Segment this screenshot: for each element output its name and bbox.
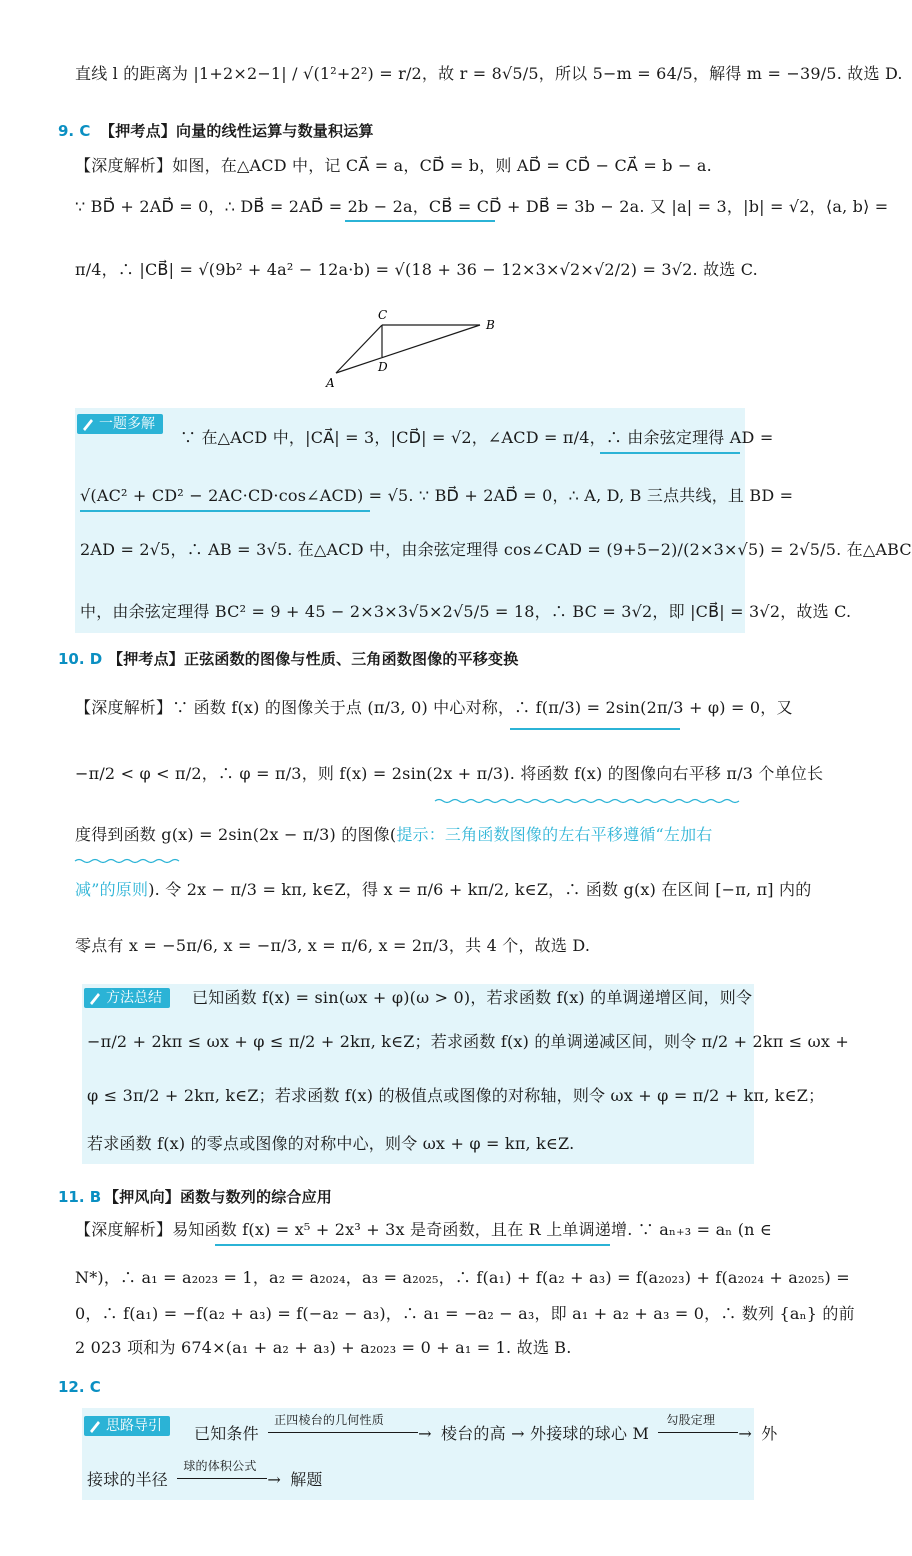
triangle-figure <box>318 305 508 390</box>
highlight-underline <box>345 220 495 222</box>
guide-middle: 棱台的高 → 外接球的球心 M <box>441 1424 650 1443</box>
guide-tag-label: 思路导引 <box>106 1418 162 1434</box>
guide-end-1: 外 <box>761 1424 778 1443</box>
label-c: C <box>378 308 388 322</box>
answer-line-8: 直线 l 的距离为 |1+2×2−1| / √(1²+2²) = r/2，故 r = 8√5/5，所以 5−m = 64/5，解得 m = −39/5. 故选 D. <box>75 64 903 83</box>
q10-analysis-line-3 <box>75 823 713 847</box>
method-line-3: φ ≤ 3π/2 + 2kπ, k∈Z；若求函数 f(x) 的极值点或图像的对称轴，则令 ωx + φ = π/2 + kπ, k∈Z； <box>87 1086 825 1105</box>
q11-analysis-line-4: 2 023 项和为 674×(a₁ + a₂ + a₃) + a₂₀₂₃ = 0 + a₁ = 1. 故选 B. <box>75 1338 572 1357</box>
guide-arrow-1-label: 正四棱台的几何性质 <box>274 1413 384 1427</box>
highlight-underline <box>215 1244 610 1246</box>
q10-line4-text: ). 令 2x − π/3 = kπ, k∈Z，得 x = π/6 + kπ/2, k∈Z，∴ 函数 g(x) 在区间 [−π, π] 内的 <box>148 880 812 899</box>
label-a: A <box>326 376 335 390</box>
q11-analysis-line-3: 0，∴ f(a₁) = −f(a₂ + a₃) = f(−a₂ − a₃)，∴ a₁ = −a₂ − a₃，即 a₁ + a₂ + a₃ = 0，∴ 数列 {aₙ} 的前 <box>75 1304 855 1323</box>
alt-line-2: √(AC² + CD² − 2AC·CD·cos∠ACD) = √5. ∵ BD⃗ + 2AD⃗ = 0，∴ A, D, B 三点共线，且 BD = <box>80 486 794 505</box>
guide-start: 已知条件 <box>194 1424 259 1443</box>
alt-line-4: 中，由余弦定理得 BC² = 9 + 45 − 2×3×3√5×2√5/5 = 18，∴ BC = 3√2，即 |CB⃗| = 3√2，故选 C. <box>80 602 852 621</box>
question-number-11: 11. B <box>58 1188 102 1206</box>
label-b: B <box>486 318 495 332</box>
guide-line-2 <box>87 1459 323 1492</box>
q11-analysis-line-2: N*)，∴ a₁ = a₂₀₂₃ = 1，a₂ = a₂₀₂₄，a₃ = a₂₀₂₅，∴ f(a₁) + f(a₂ + a₃) = f(a₂₀₂₃) + f(a₂₀₂₄ + a₂₀₂₅) = <box>75 1268 850 1287</box>
guide-line-1 <box>194 1413 778 1446</box>
guide-arrow-3-label: 球的体积公式 <box>183 1459 257 1473</box>
q11-title: 【押风向】函数与数列的综合应用 <box>104 1188 333 1206</box>
q10-hint-part2: 减”的原则 <box>75 880 149 899</box>
alt-tag-label: 一题多解 <box>99 416 155 432</box>
method-line-2: −π/2 + 2kπ ≤ ωx + φ ≤ π/2 + 2kπ, k∈Z；若求函数 f(x) 的单调递减区间，则令 π/2 + 2kπ ≤ ωx + <box>87 1032 850 1051</box>
thought-guide-tag <box>84 1416 170 1436</box>
alt-solution-tag <box>77 414 163 434</box>
highlight-underline <box>510 728 680 730</box>
q10-analysis-line-4 <box>75 878 811 902</box>
guide-arrow-3: 球的体积公式 → <box>173 1468 285 1492</box>
q9-analysis-line-2: ∵ BD⃗ + 2AD⃗ = 0，∴ DB⃗ = 2AD⃗ = 2b − 2a，CB⃗ = CD⃗ + DB⃗ = 3b − 2a. 又 |a| = 3，|b| = √2，⟨a, b⟩ = <box>75 197 889 216</box>
question-number-9: 9. C <box>58 122 91 140</box>
wavy-underline <box>75 858 185 864</box>
label-d: D <box>378 360 388 374</box>
guide-solve: 解题 <box>290 1470 323 1489</box>
pen-icon <box>88 1419 102 1433</box>
guide-arrow-1: 正四棱台的几何性质 → <box>264 1422 436 1446</box>
method-summary-box <box>82 984 850 1164</box>
alt-line-1: ∵ 在△ACD 中，|CA⃗| = 3，|CD⃗| = √2，∠ACD = π/4，∴ 由余弦定理得 AD = <box>180 428 774 447</box>
alternative-solution-box <box>75 408 912 633</box>
q9-analysis-line-3: π/4，∴ |CB⃗| = √(9b² + 4a² − 12a·b) = √(18 + 36 − 12×3×√2×√2/2) = 3√2. 故选 C. <box>75 260 758 279</box>
q9-title: 【押考点】向量的线性运算与数量积运算 <box>100 122 374 140</box>
guide-arrow-2-label: 勾股定理 <box>666 1413 716 1427</box>
wavy-underline <box>435 798 745 804</box>
method-line-4: 若求函数 f(x) 的零点或图像的对称中心，则令 ωx + φ = kπ, k∈Z. <box>87 1134 575 1153</box>
pen-icon <box>81 417 95 431</box>
question-number-12: 12. C <box>58 1378 101 1396</box>
guide-arrow-2: 勾股定理 → <box>654 1422 756 1446</box>
method-tag-label: 方法总结 <box>106 990 162 1006</box>
question-number-10: 10. D <box>58 650 103 668</box>
q10-analysis-line-2: −π/2 < φ < π/2，∴ φ = π/3，则 f(x) = 2sin(2x + π/3). 将函数 f(x) 的图像向右平移 π/3 个单位长 <box>75 764 824 783</box>
q10-analysis-line-5: 零点有 x = −5π/6, x = −π/3, x = π/6, x = 2π/3，共 4 个，故选 D. <box>75 936 591 955</box>
segment-ab <box>336 325 480 373</box>
guide-radius: 接球的半径 <box>87 1470 169 1489</box>
thought-guide-box <box>82 1408 778 1500</box>
alt-line-3: 2AD = 2√5，∴ AB = 3√5. 在△ACD 中，由余弦定理得 cos∠CAD = (9+5−2)/(2×3×√5) = 2√5/5. 在△ABC <box>80 540 912 559</box>
method-line-1: 已知函数 f(x) = sin(ωx + φ)(ω > 0)，若求函数 f(x) 的单调递增区间，则令 <box>192 988 753 1007</box>
q10-line3-text: 度得到函数 g(x) = 2sin(2x − π/3) 的图像( <box>75 825 397 844</box>
pen-icon <box>88 991 102 1005</box>
q10-analysis-line-1: 【深度解析】∵ 函数 f(x) 的图像关于点 (π/3, 0) 中心对称，∴ f(π/3) = 2sin(2π/3 + φ) = 0，又 <box>75 698 793 717</box>
highlight-underline <box>80 510 370 512</box>
q10-hint-part1: 提示：三角函数图像的左右平移遵循“左加右 <box>396 825 713 844</box>
highlight-underline <box>600 452 740 454</box>
q10-title: 【押考点】正弦函数的图像与性质、三角函数图像的平移变换 <box>108 650 519 668</box>
q9-analysis-line-1: 【深度解析】如图，在△ACD 中，记 CA⃗ = a，CD⃗ = b，则 AD⃗ = CD⃗ − CA⃗ = b − a. <box>75 156 712 175</box>
method-summary-tag <box>84 988 170 1008</box>
q11-analysis-line-1: 【深度解析】易知函数 f(x) = x⁵ + 2x³ + 3x 是奇函数，且在 R 上单调递增. ∵ aₙ₊₃ = aₙ (n ∈ <box>75 1220 772 1239</box>
